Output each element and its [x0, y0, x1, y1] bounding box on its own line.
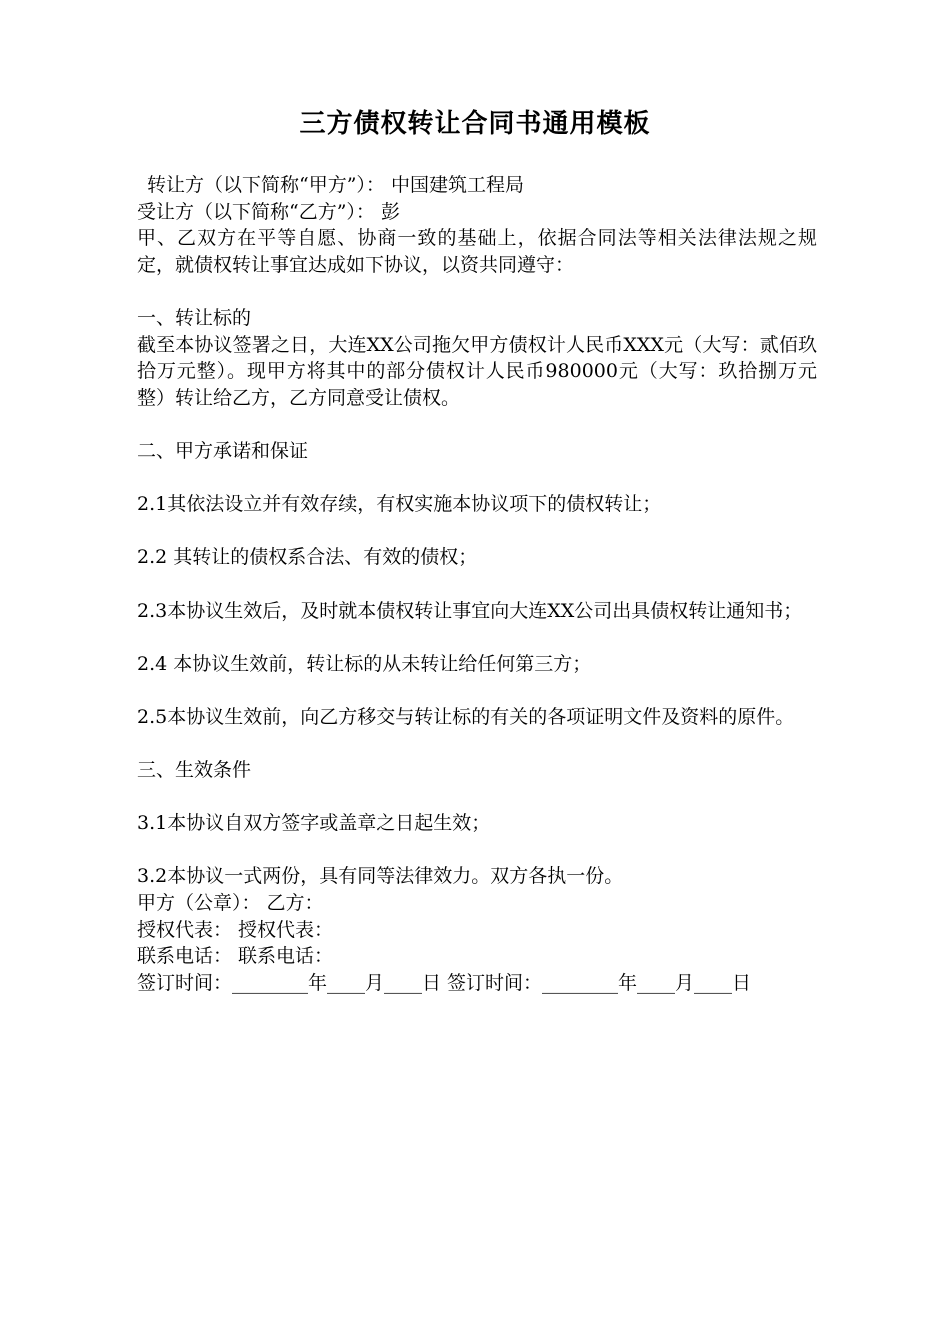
paragraph-gap — [137, 624, 817, 651]
section1-heading: 一、转让标的 — [137, 306, 252, 329]
document-title: 三方债权转让合同书通用模板 — [299, 109, 651, 139]
clause-2-4: 2.4 本协议生效前，转让标的从未转让给任何第三方； — [137, 652, 592, 675]
section2-heading: 二、甲方承诺和保证 — [137, 439, 309, 462]
paragraph-gap — [137, 411, 817, 438]
transferor-line: 转让方（以下简称“甲方”）： 中国建筑工程局 — [147, 174, 524, 196]
paragraph-gap — [137, 465, 817, 492]
clause-2-2: 2.2 其转让的债权系合法、有效的债权； — [137, 546, 478, 569]
signature-date-line: 签订时间：________年____月____日 签订时间：________年____月____日 — [137, 971, 752, 994]
section1-text: 截至本协议签署之日，大连XX公司拖欠甲方债权计人民币XXX元（大写：贰佰玖拾万元整）。现甲方将其中的部分债权计人民币980000元（大写：玖拾捌万元整）转让给乙方，乙方同意受让债权。 — [137, 333, 817, 409]
clause-2-3: 2.3本协议生效后，及时就本债权转让事宜向大连XX公司出具债权转让通知书； — [137, 599, 803, 622]
paragraph-gap — [137, 571, 817, 598]
paragraph-gap — [137, 677, 817, 704]
paragraph-gap — [137, 730, 817, 757]
clause-2-1: 2.1其依法设立并有效存续，有权实施本协议项下的债权转让； — [137, 493, 662, 516]
signature-seal-line: 甲方（公章）： 乙方： — [137, 892, 324, 915]
clause-3-2: 3.2本协议一式两份，具有同等法律效力。双方各执一份。 — [137, 865, 624, 888]
document-body — [137, 172, 817, 996]
paragraph-gap — [137, 518, 817, 545]
paragraph-gap — [137, 784, 817, 811]
clause-3-1: 3.1本协议自双方签字或盖章之日起生效； — [137, 812, 491, 835]
preamble-paragraph: 甲、乙双方在平等自愿、协商一致的基础上，依据合同法等相关法律法规之规定，就债权转让事宜达成如下协议，以资共同遵守： — [137, 227, 817, 276]
section3-heading: 三、生效条件 — [137, 759, 252, 782]
signature-representative-line: 授权代表： 授权代表： — [137, 918, 334, 941]
clause-2-5: 2.5本协议生效前，向乙方移交与转让标的有关的各项证明文件及资料的原件。 — [137, 705, 795, 728]
signature-phone-line: 联系电话： 联系电话： — [137, 945, 334, 968]
paragraph-gap — [137, 837, 817, 864]
transferee-line: 受让方（以下简称“乙方”）： 彭 — [137, 200, 400, 223]
paragraph-gap — [137, 278, 817, 305]
